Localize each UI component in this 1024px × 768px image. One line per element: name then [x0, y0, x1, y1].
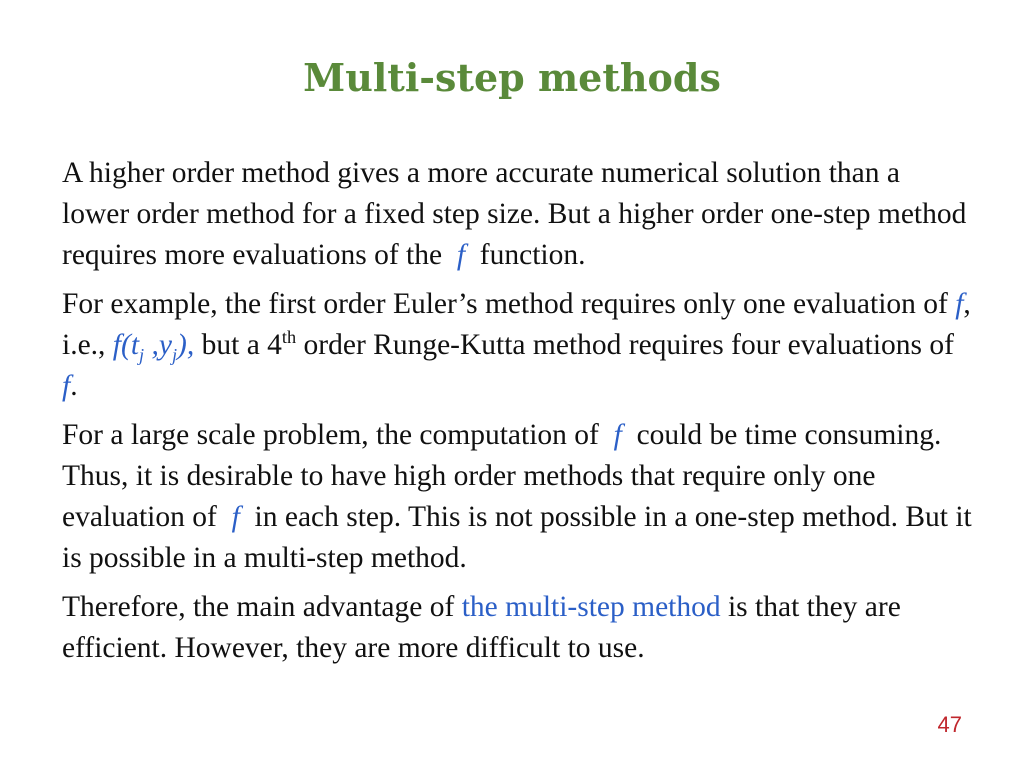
math-f: f	[62, 370, 71, 402]
highlight-multi-step-method: the multi-step method	[461, 591, 721, 623]
paragraph-1	[62, 153, 972, 276]
paragraph-1-text-b: function.	[479, 239, 586, 271]
paragraph-2-text-b: , i.e.,	[62, 288, 971, 361]
paragraph-2-text-e: .	[70, 370, 78, 402]
paragraph-3-text-c: in each step. This is not possible in a one-step method. But it is possible in a multi-step method.	[62, 501, 972, 574]
paragraph-3-text-a: For a large scale problem, the computation of	[62, 419, 599, 451]
paragraph-1-text-a: A higher order method gives a more accurate numerical solution than a lower order method for a fixed step size. But a higher order one-step method requires more evaluations of the	[62, 157, 967, 271]
paragraph-2-text-d: order Runge-Kutta method requires four evaluations of	[303, 329, 954, 361]
math-f: f	[231, 501, 240, 533]
paragraph-4	[62, 587, 972, 669]
paragraph-2-text-a: For example, the first order Euler’s method requires only one evaluation of	[62, 288, 948, 320]
slide-title: Multi-step methods	[303, 55, 721, 100]
slide-body	[62, 153, 972, 677]
paragraph-2-text-c: but a 4	[201, 329, 282, 361]
superscript-th: th	[281, 327, 297, 348]
paragraph-3	[62, 415, 972, 579]
page-number: 47	[937, 712, 962, 737]
math-f: f	[955, 288, 964, 320]
paragraph-4-text-b: is that they are efficient. However, they are more difficult to use.	[62, 591, 901, 664]
math-f: f	[456, 239, 466, 271]
paragraph-3-text-b: could be time consuming. Thus, it is desirable to have high order methods that require only one evaluation of	[62, 419, 942, 533]
paragraph-2	[62, 284, 972, 407]
math-function-evaluation: $f(t_j$ $,y_j$),	[112, 329, 195, 365]
math-f: f	[613, 419, 622, 451]
paragraph-4-text-a: Therefore, the main advantage of	[62, 591, 455, 623]
